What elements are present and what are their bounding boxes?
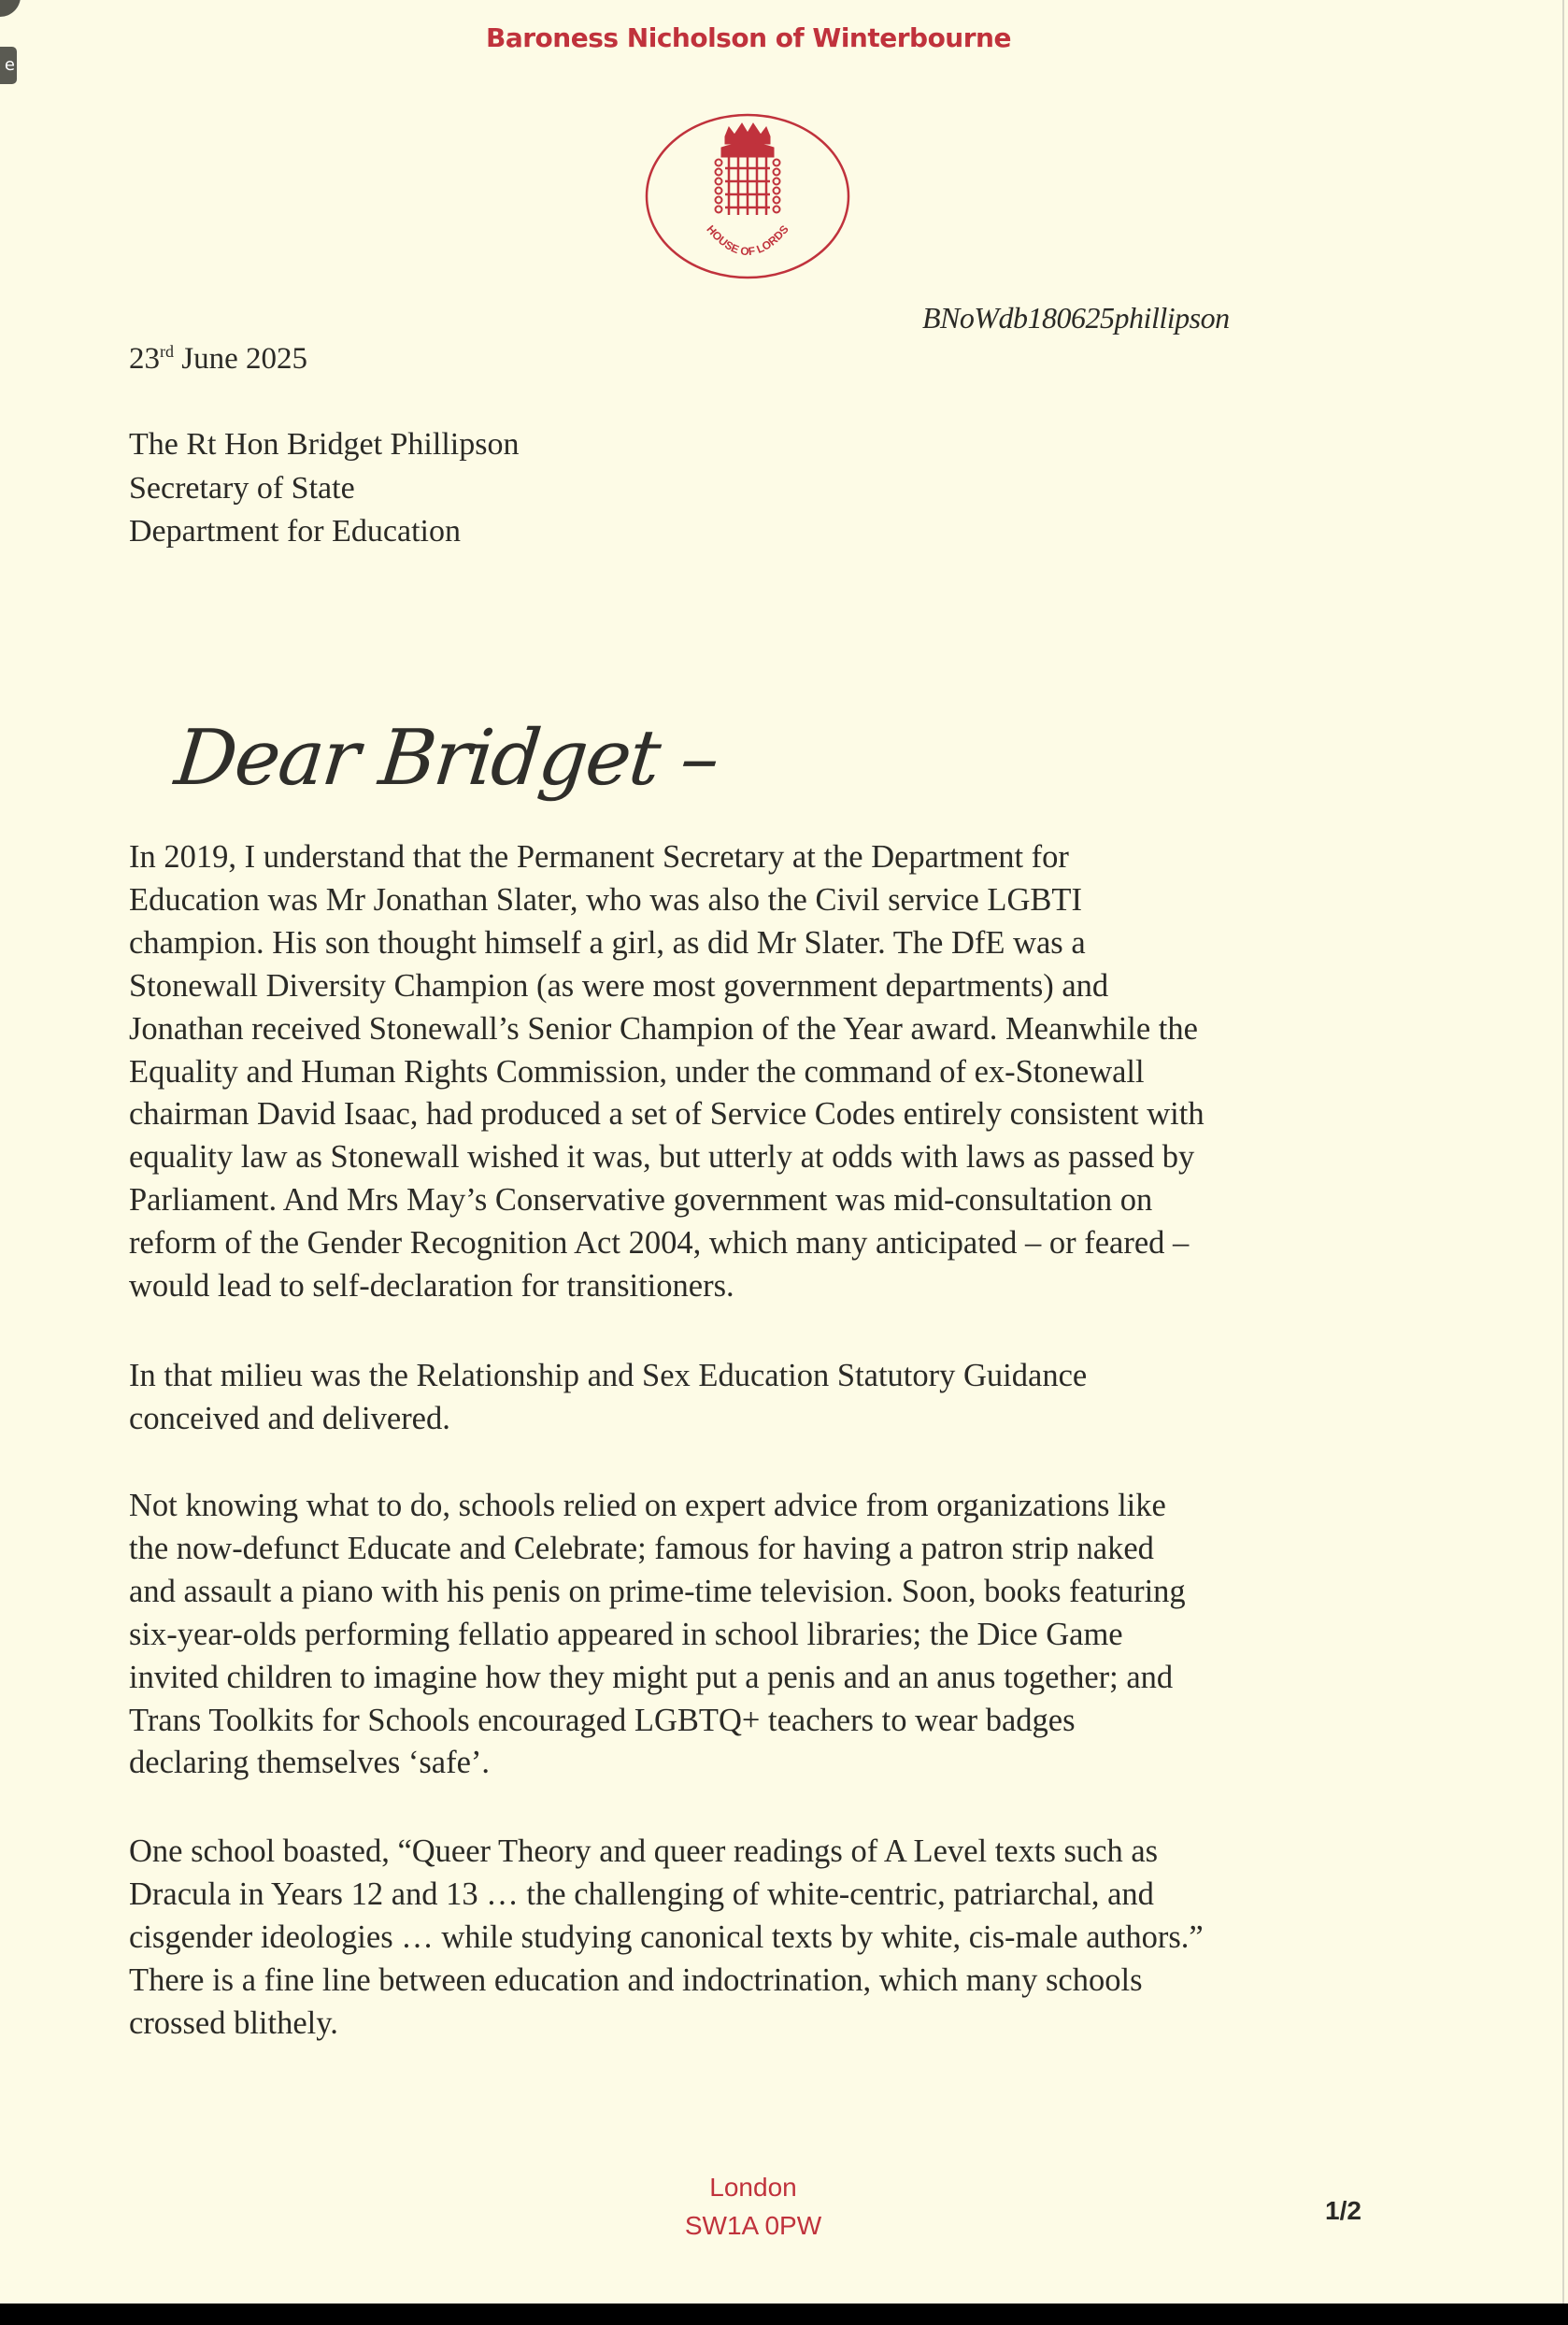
paragraph-1-line: Education was Mr Jonathan Slater, who was also the Civil service LGBTI <box>129 881 1082 918</box>
paragraph-1-line: Stonewall Diversity Champion (as were most government departments) and <box>129 967 1109 1004</box>
recipient-department: Department for Education <box>129 514 461 549</box>
date-rest: June 2025 <box>174 342 307 376</box>
paragraph-1-line: would lead to self-declaration for transitioners. <box>129 1268 734 1304</box>
paragraph-1-line: In 2019, I understand that the Permanent Secretary at the Department for <box>129 839 1069 875</box>
paragraph-4-line: One school boasted, “Queer Theory and queer readings of A Level texts such as <box>129 1833 1159 1869</box>
paragraph-4-line: crossed blithely. <box>129 2004 338 2041</box>
paragraph-1-line: Parliament. And Mrs May’s Conservative government was mid-consultation on <box>129 1182 1153 1219</box>
paragraph-1-line: Jonathan received Stonewall’s Senior Champion of the Year award. Meanwhile the <box>129 1010 1198 1047</box>
paragraph-4-line: There is a fine line between education and indoctrination, which many schools <box>129 1961 1143 1998</box>
paragraph-1-line: Equality and Human Rights Commission, under the command of ex-Stonewall <box>129 1053 1145 1090</box>
letter-reference: BNoWdb180625phillipson <box>922 301 1230 335</box>
paragraph-4-line: Dracula in Years 12 and 13 … the challenging of white-centric, patriarchal, and <box>129 1876 1154 1912</box>
paragraph-2-line: In that milieu was the Relationship and Sex Education Statutory Guidance <box>129 1358 1088 1393</box>
paragraph-1-line: champion. His son thought himself a girl, as did Mr Slater. The DfE was a <box>129 924 1086 961</box>
footer-city: London <box>709 2173 797 2202</box>
page-edge <box>1562 0 1564 2304</box>
paragraph-1-line: reform of the Gender Recognition Act 2004, which many anticipated – or feared – <box>129 1225 1190 1262</box>
letterhead-name: Baroness Nicholson of Winterbourne <box>486 22 1011 53</box>
overlay-tab[interactable]: e <box>0 47 17 84</box>
paragraph-3-line: six-year-olds performing fellatio appeared in school libraries; the Dice Game <box>129 1616 1123 1652</box>
paragraph-2-line: conceived and delivered. <box>129 1400 450 1436</box>
crest-text: HOUSE OF LORDS <box>704 222 791 259</box>
paragraph-1-line: chairman David Isaac, had produced a set of Service Codes entirely consistent with <box>129 1096 1205 1133</box>
handwritten-salutation: Dear Bridget – <box>171 714 722 803</box>
paragraph-3-line: and assault a piano with his penis on prime-time television. Soon, books featuring <box>129 1573 1186 1609</box>
overlay-button[interactable] <box>0 0 21 17</box>
date-day: 23 <box>129 342 160 376</box>
paragraph-4-line: cisgender ideologies … while studying canonical texts by white, cis-male authors.” <box>129 1918 1204 1955</box>
paragraph-3-line: the now-defunct Educate and Celebrate; famous for having a patron strip naked <box>129 1530 1154 1566</box>
paragraph-3-line: invited children to imagine how they might put a penis and an anus together; and <box>129 1659 1174 1695</box>
paragraph-3-line: Not knowing what to do, schools relied on expert advice from organizations like <box>129 1488 1166 1523</box>
bottom-bar <box>0 2304 1568 2325</box>
paragraph-3-line: declaring themselves ‘safe’. <box>129 1745 491 1781</box>
svg-text:HOUSE OF LORDS <box>704 222 791 258</box>
footer-postcode: SW1A 0PW <box>684 2211 822 2240</box>
letter-date <box>129 342 307 377</box>
recipient-title: Secretary of State <box>129 471 355 506</box>
page-number: 1/2 <box>1325 2196 1361 2225</box>
paragraph-1-line: equality law as Stonewall wished it was, but utterly at odds with laws as passed by <box>129 1139 1195 1176</box>
house-of-lords-crest-icon <box>643 110 852 282</box>
recipient-name: The Rt Hon Bridget Phillipson <box>129 427 520 462</box>
date-suffix: rd <box>160 342 174 361</box>
paragraph-3-line: Trans Toolkits for Schools encouraged LGBTQ+ teachers to wear badges <box>129 1702 1076 1738</box>
